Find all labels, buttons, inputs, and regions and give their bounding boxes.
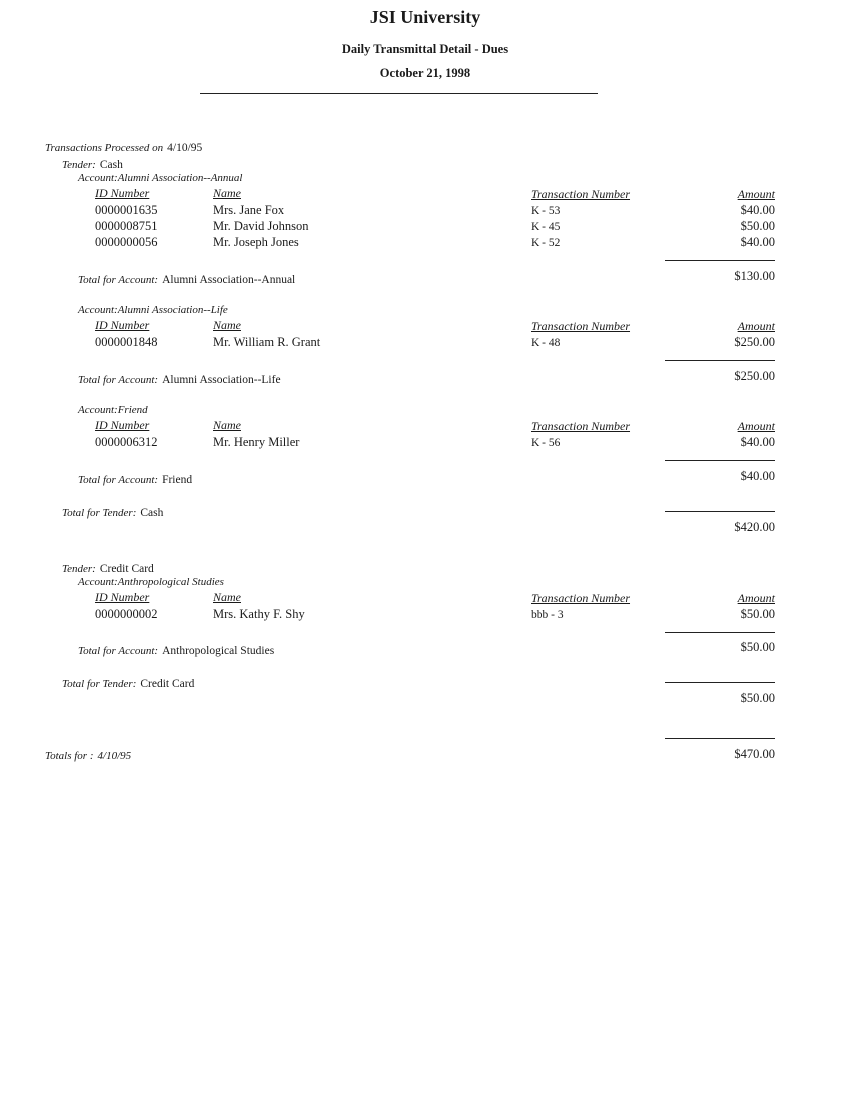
grand-total-label: Totals for : [45,750,94,762]
column-header-amount: Amount [737,419,775,433]
account-total-amount: $130.00 [734,269,775,283]
tender-label: Tender: [62,563,96,575]
tender-total-label: Total for Tender: [62,507,137,519]
tender-total-label: Total for Tender: [62,678,137,690]
account-label: Account: [78,172,118,184]
tender-total-name: Credit Card [140,678,195,690]
account-total-line [78,270,295,288]
account-name: Friend [117,404,148,416]
row-id: 0000006312 [95,435,158,449]
account-total-line [78,470,192,488]
tender-heading [62,559,154,577]
grand-total-line [45,746,131,764]
account-label: Account: [78,304,118,316]
tender-label: Tender: [62,159,96,171]
account-total-label: Total for Account: [78,274,159,286]
row-amount: $50.00 [740,607,775,621]
subtotal-rule [665,260,775,261]
tender-total-rule [665,682,775,683]
row-transaction: K - 53 [531,205,561,217]
tender-name: Cash [99,159,123,171]
tender-total-name: Cash [140,507,164,519]
account-heading [78,576,224,588]
tender-name: Credit Card [99,563,154,575]
row-id: 0000001848 [95,335,158,349]
column-header-name: Name [213,590,241,604]
row-name: Mr. Henry Miller [213,435,300,449]
tender-total-line [62,674,194,692]
column-header-name: Name [213,186,241,200]
account-total-name: Alumni Association--Annual [162,274,296,286]
row-id: 0000001635 [95,203,158,217]
account-heading [78,404,148,416]
row-amount: $40.00 [740,203,775,217]
account-heading [78,304,228,316]
row-name: Mr. David Johnson [213,219,309,233]
tender-total-amount: $50.00 [740,691,775,705]
processed-label: Transactions Processed on [45,142,164,154]
row-name: Mr. Joseph Jones [213,235,299,249]
grand-total-rule [665,738,775,739]
subtotal-rule [665,360,775,361]
account-total-label: Total for Account: [78,374,159,386]
account-total-name: Friend [162,474,193,486]
column-header-transaction: Transaction Number [531,319,631,333]
column-header-name: Name [213,318,241,332]
row-transaction: K - 48 [531,337,561,349]
account-total-line [78,641,274,659]
tender-total-line [62,503,163,521]
account-total-amount: $250.00 [734,369,775,383]
subtotal-rule [665,632,775,633]
row-amount: $50.00 [740,219,775,233]
report-subtitle: Daily Transmittal Detail - Dues [341,42,509,56]
header-divider [200,93,598,94]
account-total-line [78,370,281,388]
account-total-name: Anthropological Studies [162,645,275,657]
column-header-transaction: Transaction Number [531,591,631,605]
account-total-label: Total for Account: [78,474,159,486]
account-heading [78,172,242,184]
report-title: JSI University [369,7,481,27]
processed-line [45,138,202,156]
account-total-label: Total for Account: [78,645,159,657]
row-transaction: K - 52 [531,237,561,249]
processed-date: 4/10/95 [167,142,203,154]
tender-heading [62,155,123,173]
row-id: 0000000002 [95,607,158,621]
column-header-transaction: Transaction Number [531,187,631,201]
account-label: Account: [78,576,118,588]
row-id: 0000008751 [95,219,158,233]
column-header-amount: Amount [737,187,775,201]
account-total-amount: $50.00 [740,640,775,654]
subtotal-rule [665,460,775,461]
column-header-id: ID Number [95,590,150,604]
report-date: October 21, 1998 [379,66,471,80]
tender-total-amount: $420.00 [734,520,775,534]
column-header-name: Name [213,418,241,432]
account-name: Anthropological Studies [117,576,224,588]
column-header-id: ID Number [95,418,150,432]
account-label: Account: [78,404,118,416]
row-amount: $250.00 [734,335,775,349]
account-name: Alumni Association--Annual [117,172,243,184]
account-total-name: Alumni Association--Life [162,374,281,386]
row-transaction: bbb - 3 [531,609,564,621]
tender-total-rule [665,511,775,512]
account-total-amount: $40.00 [740,469,775,483]
row-name: Mrs. Jane Fox [213,203,285,217]
column-header-amount: Amount [737,591,775,605]
row-id: 0000000056 [95,235,158,249]
column-header-transaction: Transaction Number [531,419,631,433]
column-header-id: ID Number [95,186,150,200]
row-name: Mr. William R. Grant [213,335,321,349]
row-transaction: K - 56 [531,437,561,449]
account-name: Alumni Association--Life [117,304,228,316]
column-header-id: ID Number [95,318,150,332]
row-amount: $40.00 [740,435,775,449]
grand-total-amount: $470.00 [734,747,775,761]
row-transaction: K - 45 [531,221,561,233]
row-name: Mrs. Kathy F. Shy [213,607,305,621]
grand-total-date: 4/10/95 [97,750,132,762]
column-header-amount: Amount [737,319,775,333]
row-amount: $40.00 [740,235,775,249]
